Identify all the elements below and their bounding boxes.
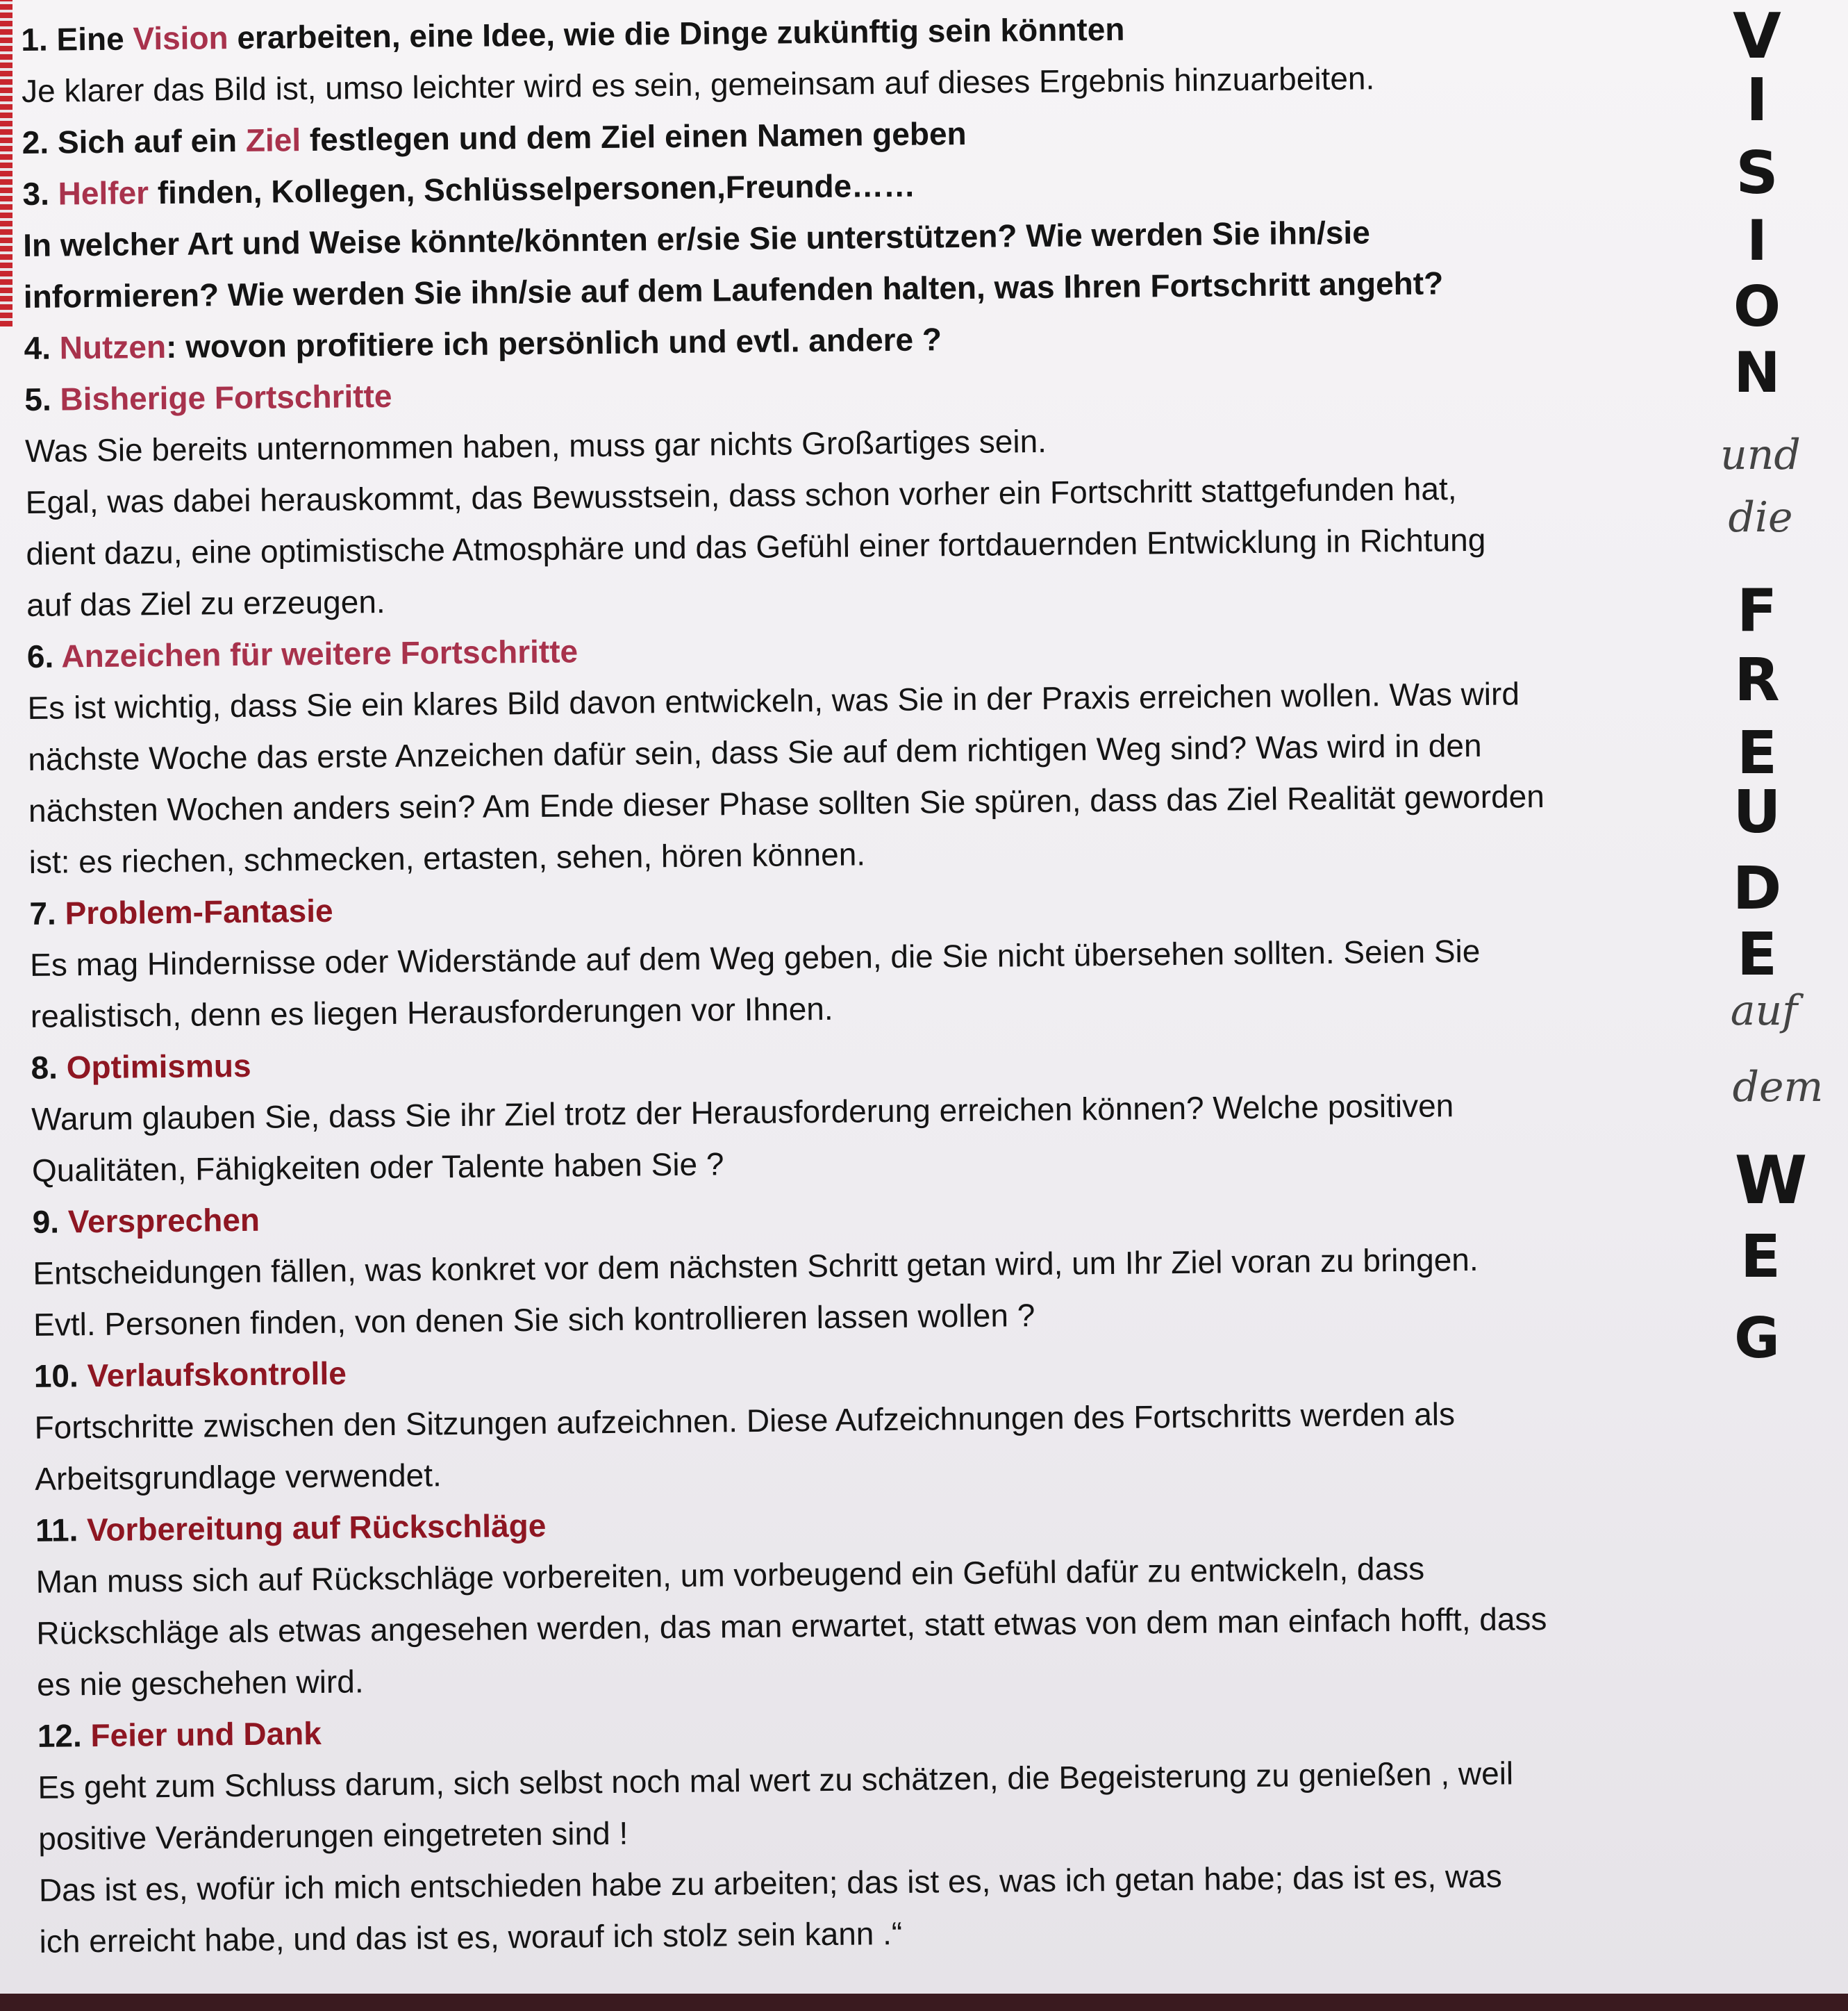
section-number: 2.: [22, 124, 49, 160]
section-title: Bisherige Fortschritte: [60, 377, 392, 417]
section-number: 3.: [22, 175, 50, 212]
section-body-line: Evtl. Personen finden, von denen Sie sich kontrollieren lassen wollen ?: [33, 1297, 1035, 1343]
section-title: Helfer: [58, 174, 149, 212]
red-edge-decoration: [0, 0, 13, 326]
acrostic-word: die: [1728, 493, 1793, 542]
section-body-line: Rückschläge als etwas angesehen werden, das man erwartet, statt etwas von dem man einfach hofft, dass: [36, 1600, 1547, 1651]
section-number: 9.: [32, 1203, 60, 1240]
acrostic-letter: I: [1747, 208, 1767, 273]
section-title: Optimismus: [66, 1047, 251, 1086]
section-body-line: Egal, was dabei herauskommt, das Bewusstsein, dass schon vorher ein Fortschritt stattgefunden hat,: [25, 470, 1457, 520]
section-number: 6.: [26, 638, 54, 675]
acrostic-letter: S: [1735, 139, 1779, 208]
section-number: 8.: [31, 1049, 58, 1086]
section-body-line: nächste Woche das erste Anzeichen dafür sein, dass Sie auf dem richtigen Weg sind? Was wird in den: [28, 727, 1482, 777]
acrostic-letter: N: [1733, 340, 1781, 405]
document-body: [21, 0, 1706, 1967]
acrostic-letter: O: [1733, 274, 1781, 339]
section-body-line: ist: es riechen, schmecken, ertasten, sehen, hören können.: [28, 836, 866, 880]
acrostic-letter: W: [1734, 1143, 1808, 1219]
section-3: [22, 152, 1690, 322]
acrostic-letter: I: [1746, 66, 1768, 135]
heading-text-before: Eine: [56, 20, 133, 58]
section-body-line: Je klarer das Bild ist, umso leichter wird es sein, gemeinsam auf dieses Ergebnis hinzuarbeiten.: [21, 60, 1375, 109]
acrostic-word: auf: [1730, 986, 1798, 1035]
section-8: [31, 1026, 1699, 1196]
section-12: [37, 1694, 1706, 1967]
heading-text-after: : wovon profitiere ich persönlich und evtl. andere ?: [165, 321, 942, 365]
section-body-line: Es geht zum Schluss darum, sich selbst noch mal wert zu schätzen, die Begeisterung zu genießen , weil: [38, 1755, 1514, 1805]
section-body-line: Es mag Hindernisse oder Widerstände auf dem Weg geben, die Sie nicht übersehen sollten. Seien Sie: [29, 932, 1481, 983]
section-6: [27, 615, 1696, 888]
section-body-line: nächsten Wochen anders sein? Am Ende dieser Phase sollten Sie spüren, dass das Ziel Realität geworden: [28, 777, 1545, 829]
section-title: Feier und Dank: [90, 1714, 322, 1754]
section-body-line: auf das Ziel zu erzeugen.: [26, 584, 385, 623]
section-body-line: informieren? Wie werden Sie ihn/sie auf dem Laufenden halten, was Ihren Fortschritt angeht?: [23, 265, 1444, 315]
section-body-line: ich erreicht habe, und das ist es, worauf ich stolz sein kann .“: [39, 1914, 903, 1960]
heading-text-after: erarbeiten, eine Idee, wie die Dinge zukünftig sein könnten: [228, 10, 1125, 56]
section-body-line: dient dazu, eine optimistische Atmosphäre und das Gefühl einer fortdauernden Entwicklung in Richtung: [26, 521, 1486, 572]
section-7: [29, 872, 1697, 1042]
bottom-edge: [0, 1994, 1848, 2011]
acrostic-word: und: [1720, 431, 1801, 479]
section-title: Vision: [133, 19, 228, 57]
section-9: [32, 1180, 1700, 1350]
section-body-line: es nie geschehen wird.: [36, 1663, 364, 1703]
heading-text-after: finden, Kollegen, Schlüsselpersonen,Freunde……: [148, 167, 916, 211]
section-body-line: Arbeitsgrundlage verwendet.: [34, 1457, 442, 1497]
section-number: 11.: [35, 1512, 78, 1548]
acrostic-letter: G: [1734, 1306, 1780, 1371]
section-10: [33, 1334, 1701, 1505]
section-title: Nutzen: [59, 329, 167, 366]
acrostic-letter: E: [1736, 719, 1778, 788]
section-body-line: Fortschritte zwischen den Sitzungen aufzeichnen. Diese Aufzeichnungen des Fortschritts werden als: [34, 1396, 1456, 1446]
section-number: 7.: [29, 895, 57, 932]
section-body-line: Warum glauben Sie, dass Sie ihr Ziel trotz der Herausforderung erreichen können? Welche positiven: [31, 1087, 1454, 1137]
side-acrostic: [1695, 0, 1848, 1389]
section-number: 4.: [24, 329, 51, 366]
section-title: Verlaufskontrolle: [87, 1355, 347, 1394]
section-body-line: realistisch, denn es liegen Herausforderungen vor Ihnen.: [30, 990, 833, 1034]
section-body-line: Was Sie bereits unternommen haben, muss gar nichts Großartiges sein.: [24, 422, 1047, 469]
heading-text-after: festlegen und dem Ziel einen Namen geben: [300, 115, 967, 158]
section-body-line: Das ist es, wofür ich mich entschieden habe zu arbeiten; das ist es, was ich getan habe; das ist es, was: [38, 1857, 1502, 1908]
section-title: Anzeichen für weitere Fortschritte: [61, 633, 578, 675]
acrostic-letter: E: [1740, 1223, 1781, 1291]
acrostic-letter: D: [1732, 854, 1782, 923]
section-body-line: Qualitäten, Fähigkeiten oder Talente haben Sie ?: [31, 1145, 724, 1189]
section-number: 5.: [24, 381, 51, 417]
section-title: Vorbereitung auf Rückschläge: [86, 1507, 547, 1548]
section-5: [24, 358, 1693, 631]
acrostic-letter: V: [1733, 0, 1781, 73]
section-number: 12.: [37, 1717, 82, 1754]
section-1: [21, 0, 1688, 117]
heading-text-before: Sich auf ein: [57, 122, 247, 160]
section-title: Problem-Fantasie: [65, 892, 333, 932]
acrostic-letter: R: [1734, 646, 1780, 715]
section-number: 1.: [21, 21, 48, 58]
section-body-line: In welcher Art und Weise könnte/könnten er/sie Sie unterstützen? Wie werden Sie ihn/sie: [22, 214, 1371, 263]
section-body-line: Entscheidungen fällen, was konkret vor dem nächsten Schritt getan wird, um Ihr Ziel voran zu bringen.: [33, 1241, 1479, 1291]
acrostic-letter: E: [1736, 920, 1778, 989]
section-body-line: positive Veränderungen eingetreten sind !: [38, 1814, 629, 1857]
section-title: Ziel: [245, 122, 301, 158]
acrostic-letter: F: [1736, 577, 1778, 645]
section-title: Versprechen: [67, 1201, 260, 1240]
section-body-line: Man muss sich auf Rückschläge vorbereiten, um vorbeugend ein Gefühl dafür zu entwickeln, dass: [35, 1550, 1425, 1600]
section-body-line: Es ist wichtig, dass Sie ein klares Bild davon entwickeln, was Sie in der Praxis erreichen wollen. Was wird: [27, 675, 1520, 726]
acrostic-letter: U: [1733, 778, 1781, 847]
section-number: 10.: [33, 1357, 79, 1394]
section-11: [35, 1489, 1704, 1710]
acrostic-word: dem: [1732, 1063, 1824, 1111]
